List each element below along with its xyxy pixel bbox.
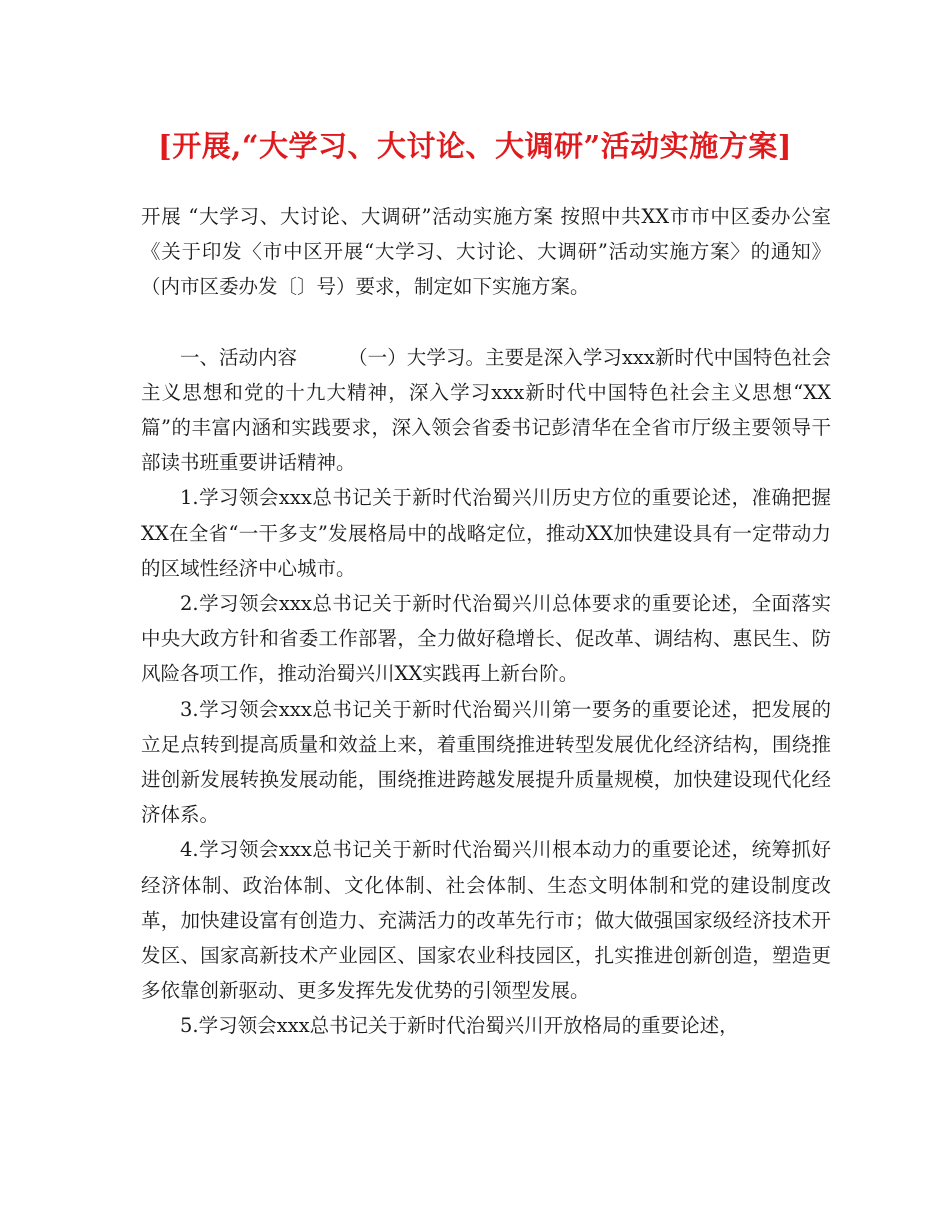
section-paragraph <box>141 340 831 481</box>
section-heading: 一、活动内容 <box>180 345 298 369</box>
list-item-5: 5.学习领会xxx总书记关于新时代治蜀兴川开放格局的重要论述， <box>180 1014 739 1038</box>
document-title: [开展,“大学习、大讨论、大调研”活动实施方案] <box>158 129 792 163</box>
document-body <box>141 199 831 1044</box>
list-item-2: 2.学习领会xxx总书记关于新时代治蜀兴川总体要求的重要论述，全面落实中央大政方针和省委工作部署，全力做好稳增长、促改革、调结构、惠民生、防风险各项工作，推动治蜀兴川XX实践再上新台阶。 <box>141 592 831 686</box>
list-item-4: 4.学习领会xxx总书记关于新时代治蜀兴川根本动力的重要论述，统筹抓好经济体制、政治体制、文化体制、社会体制、生态文明体制和党的建设制度改革，加快建设富有创造力、充满活力的改革先行市；做大做强国家级经济技术开发区、国家高新技术产业园区、国家农业科技园区，扎实推进创新创造，塑造更多依靠创新驱动、更多发挥先发优势的引领型发展。 <box>141 838 831 1003</box>
list-item-3: 3.学习领会xxx总书记关于新时代治蜀兴川第一要务的重要论述，把发展的立足点转到提高质量和效益上来，着重围绕推进转型发展优化经济结构，围绕推进创新发展转换发展动能，围绕推进跨越发展提升质量规模，加快建设现代化经济体系。 <box>141 697 831 827</box>
intro-paragraph: 开展 “大学习、大讨论、大调研”活动实施方案 按照中共XX市市中区委办公室《关于印发〈市中区开展“大学习、大讨论、大调研”活动实施方案〉的通知》（内市区委办发〔〕号）要求，制定如下实施方案。 <box>141 205 831 299</box>
list-item-1: 1.学习领会xxx总书记关于新时代治蜀兴川历史方位的重要论述，准确把握XX在全省“一干多支”发展格局中的战略定位，推动XX加快建设具有一定带动力的区域性经济中心城市。 <box>141 486 831 580</box>
section-text: （一）大学习。主要是深入学习xxx新时代中国特色社会主义思想和党的十九大精神，深入学习xxx新时代中国特色社会主义思想“XX篇”的丰富内涵和实践要求，深入领会省委书记彭清华在全省市厅级主要领导干部读书班重要讲话精神。 <box>141 345 831 475</box>
